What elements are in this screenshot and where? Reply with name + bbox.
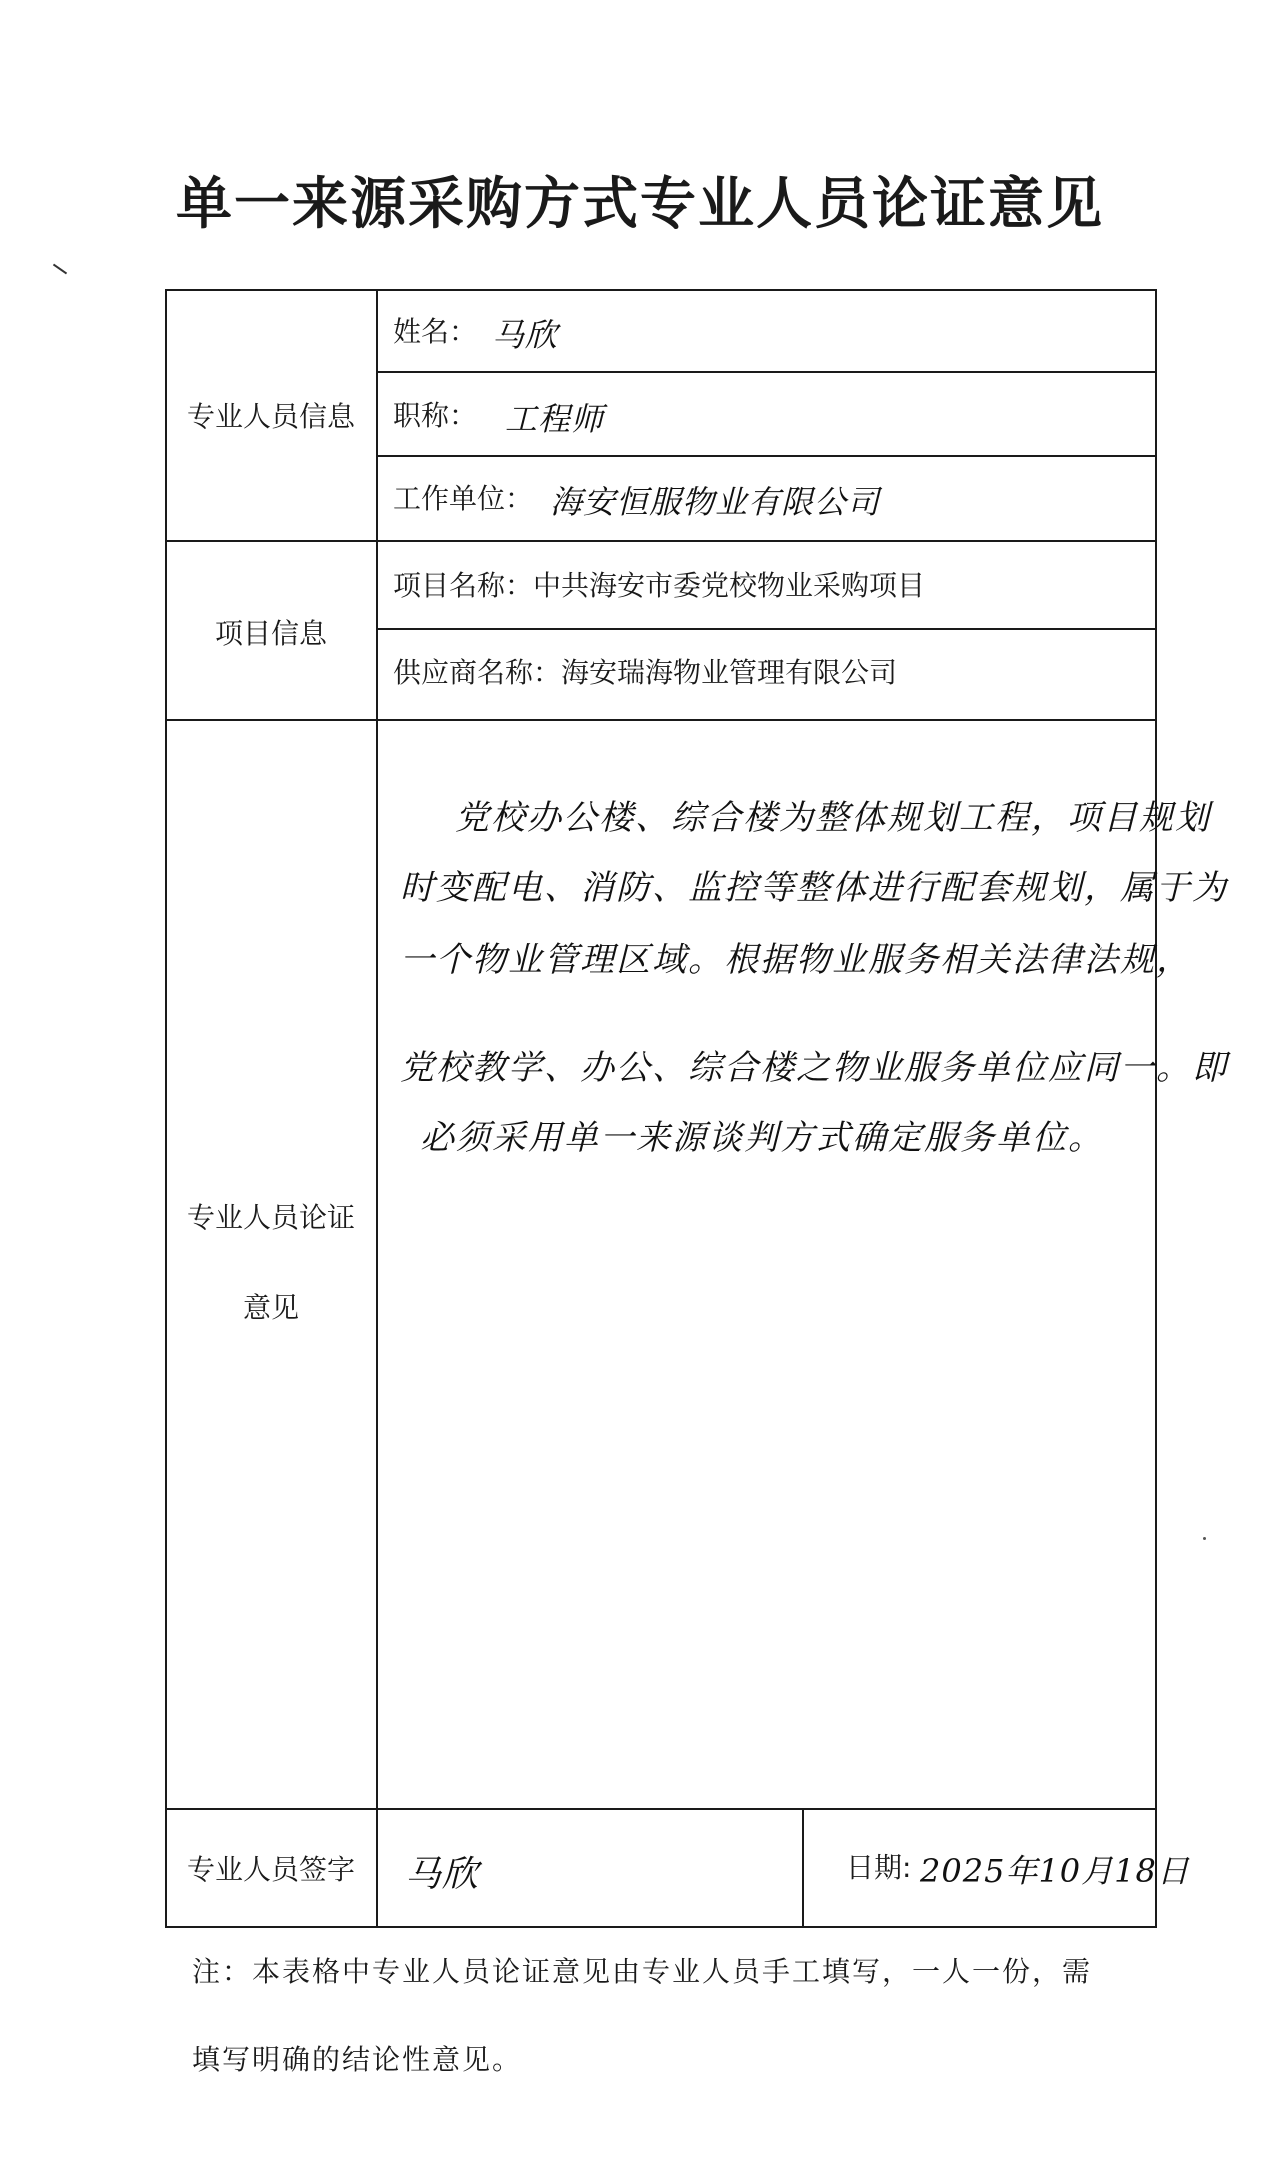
project-info-label: 项目信息 bbox=[214, 617, 327, 650]
page-title: 单一来源采购方式专业人员论证意见 bbox=[176, 171, 1104, 237]
date-label: 日期: bbox=[846, 1851, 912, 1884]
footnote-line-1: 注：本表格中专业人员论证意见由专业人员手工填写，一人一份，需 bbox=[192, 1955, 1093, 1988]
title-label: 职称： bbox=[393, 399, 478, 432]
opinion-line-4: 党校教学、办公、综合楼之物业服务单位应同一。即 bbox=[400, 1048, 1228, 1088]
employer-value-handwritten: 海安恒服物业有限公司 bbox=[550, 483, 881, 521]
name-value-handwritten: 马欣 bbox=[492, 316, 559, 354]
project-name: 项目名称：中共海安市委党校物业采购项目 bbox=[393, 569, 926, 602]
opinion-line-5: 必须采用单一来源谈判方式确定服务单位。 bbox=[420, 1118, 1104, 1158]
section-divider bbox=[165, 540, 1157, 542]
employer-label: 工作单位： bbox=[393, 482, 534, 515]
signature-label: 专业人员签字 bbox=[186, 1853, 355, 1886]
row-divider bbox=[376, 628, 1157, 630]
form-border-top bbox=[165, 289, 1157, 291]
row-divider bbox=[376, 455, 1157, 457]
section-divider bbox=[165, 719, 1157, 721]
row-divider bbox=[376, 371, 1157, 373]
form-border-right bbox=[1155, 289, 1157, 1928]
opinion-line-2: 时变配电、消防、监控等整体进行配套规划，属于为 bbox=[400, 868, 1228, 908]
opinion-line-1: 党校办公楼、综合楼为整体规划工程，项目规划 bbox=[455, 798, 1211, 838]
date-value-handwritten: 2025年10月18日 bbox=[920, 1852, 1190, 1890]
date-column-divider bbox=[802, 1808, 804, 1928]
opinion-line-3: 一个物业管理区域。根据物业服务相关法律法规， bbox=[400, 940, 1192, 980]
name-label: 姓名： bbox=[393, 315, 478, 348]
footnote-line-2: 填写明确的结论性意见。 bbox=[192, 2043, 523, 2076]
opinion-label-line1: 专业人员论证 bbox=[186, 1201, 355, 1234]
section-divider bbox=[165, 1808, 1157, 1810]
label-column-divider bbox=[376, 289, 378, 1928]
form-border-bottom bbox=[165, 1926, 1157, 1928]
title-value-handwritten: 工程师 bbox=[505, 400, 605, 438]
supplier-name: 供应商名称：海安瑞海物业管理有限公司 bbox=[393, 656, 898, 689]
form-border-left bbox=[165, 289, 167, 1928]
signature-handwritten: 马欣 bbox=[405, 1854, 480, 1895]
professional-info-label: 专业人员信息 bbox=[186, 400, 355, 433]
opinion-label-line2: 意见 bbox=[242, 1291, 299, 1324]
